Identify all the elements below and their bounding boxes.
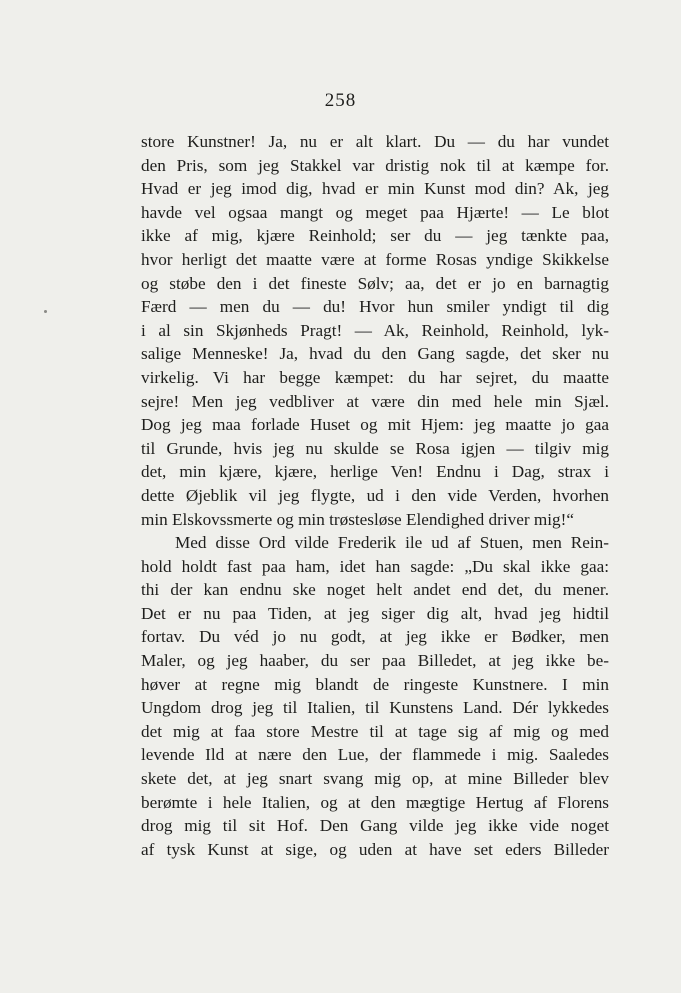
text-line: dette Øjeblik vil jeg flygte, ud i den vide Verden, hvorhen xyxy=(141,485,609,505)
text-line: i al sin Skjønheds Pragt! — Ak, Reinhold, Reinhold, lyk- xyxy=(141,320,609,340)
text-line: Færd — men du — du! Hvor hun smiler yndigt til dig xyxy=(141,297,609,317)
body-text xyxy=(141,130,609,861)
text-line: store Kunstner! Ja, nu er alt klart. Du — du har vundet xyxy=(141,132,609,151)
text-line: sejre! Men jeg vedbliver at være din med hele min Sjæl. xyxy=(141,391,609,411)
text-line: af tysk Kunst at sige, og uden at have set eders Billeder xyxy=(141,839,609,859)
text-line: hold holdt fast paa ham, idet han sagde: „Du skal ikke gaa: xyxy=(141,556,609,576)
text-line: hvor herligt det maatte være at forme Rosas yndige Skikkelse xyxy=(141,249,609,269)
text-line: virkelig. Vi har begge kæmpet: du har sejret, du maatte xyxy=(141,367,609,387)
text-line: thi der kan endnu ske noget helt andet end det, du mener. xyxy=(141,580,609,600)
text-line: høver at regne mig blandt de ringeste Kunstnere. I min xyxy=(141,674,609,694)
page-number: 258 xyxy=(324,90,357,111)
text-line: fortav. Du véd jo nu godt, at jeg ikke er Bødker, men xyxy=(141,627,609,647)
text-line: Dog jeg maa forlade Huset og mit Hjem: jeg maatte jo gaa xyxy=(141,415,609,435)
text-line: Ungdom drog jeg til Italien, til Kunstens Land. Dér lykkedes xyxy=(141,698,609,718)
text-line: levende Ild at nære den Lue, der flammede i mig. Saaledes xyxy=(141,745,609,765)
text-line: det, min kjære, kjære, herlige Ven! Endnu i Dag, strax i xyxy=(141,462,609,482)
text-line: ikke af mig, kjære Reinhold; ser du — jeg tænkte paa, xyxy=(141,226,609,246)
paper-speck xyxy=(44,310,47,313)
text-line: og støbe den i det fineste Sølv; aa, det er jo en barnagtig xyxy=(141,273,609,293)
text-line: skete det, at jeg snart svang mig op, at mine Billeder blev xyxy=(141,769,609,789)
text-line: drog mig til sit Hof. Den Gang vilde jeg ikke vide noget xyxy=(141,816,609,836)
text-line: min Elskovssmerte og min trøstesløse Elendighed driver mig!“ xyxy=(141,509,574,529)
text-line: berømte i hele Italien, og at den mægtige Hertug af Florens xyxy=(141,792,609,812)
text-line: til Grunde, hvis jeg nu skulde se Rosa igjen — tilgiv mig xyxy=(141,438,609,458)
text-line: Hvad er jeg imod dig, hvad er min Kunst mod din? Ak, jeg xyxy=(141,179,609,199)
text-line: salige Menneske! Ja, hvad du den Gang sagde, det sker nu xyxy=(141,344,609,364)
text-line: havde vel ogsaa mangt og meget paa Hjærte! — Le blot xyxy=(141,202,609,222)
text-line: Maler, og jeg haaber, du ser paa Billedet, at jeg ikke be- xyxy=(141,651,609,671)
paragraph-start-line: Med disse Ord vilde Frederik ile ud af Stuen, men Rein- xyxy=(175,533,609,553)
text-line: det mig at faa store Mestre til at tage sig af mig og med xyxy=(141,721,609,741)
text-line: Det er nu paa Tiden, at jeg siger dig alt, hvad jeg hidtil xyxy=(141,603,609,623)
text-line: den Pris, som jeg Stakkel var dristig nok til at kæmpe for. xyxy=(141,155,609,175)
